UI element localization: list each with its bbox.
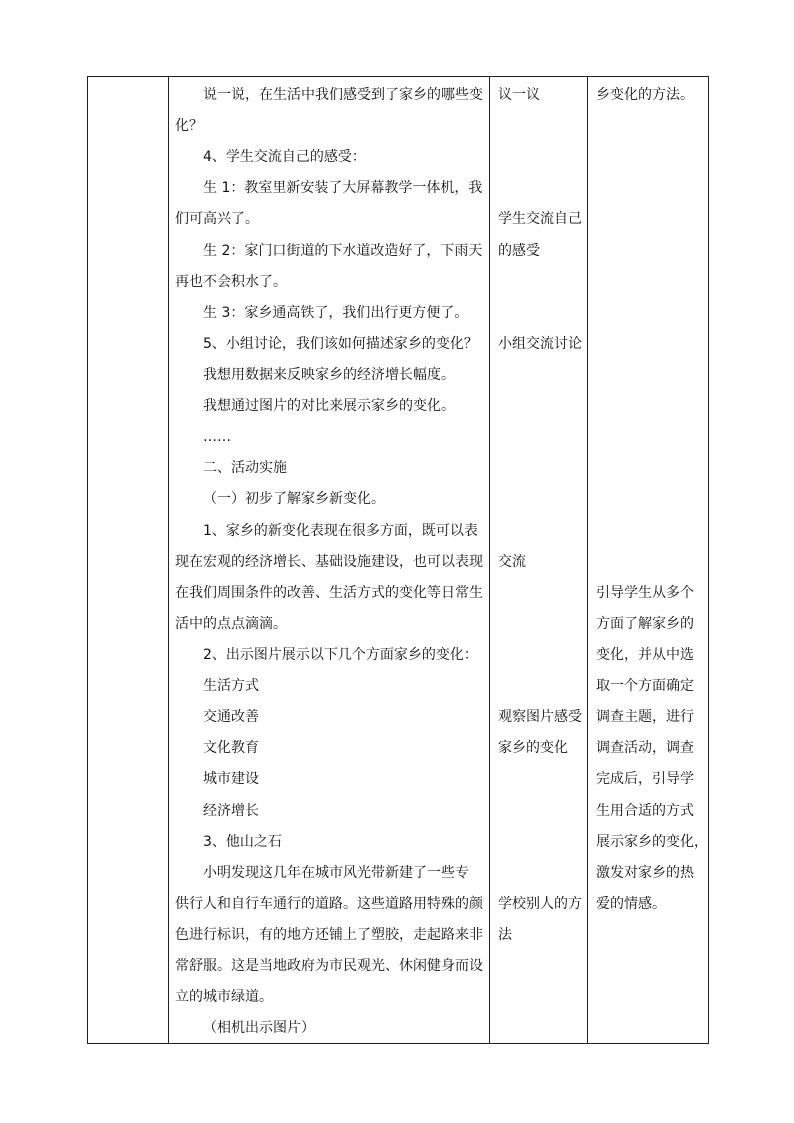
activity-line: 交流 [498,554,526,570]
stage-cell [88,77,169,1044]
content-line: 我想通过图片的对比来展示家乡的变化。 [203,398,455,414]
intent-line: 展示家乡的变化， [596,834,708,850]
content-line: 5、小组讨论，我们该如何描述家乡的变化？ [203,336,478,352]
content-line: 色进行标识，有的地方还铺上了塑胶，走起路来非 [175,927,483,943]
content-line: 我想用数据来反映家乡的经济增长幅度。 [203,367,455,383]
content-line: 们可高兴了。 [175,211,259,227]
table-row [88,77,709,1044]
content-line: （相机出示图片） [203,1020,315,1036]
content-line: 城市建设 [203,771,259,787]
content-line: …… [203,429,231,445]
intent-line: 变化，并从中选 [596,647,694,663]
intent-line: 爱的情感。 [596,896,666,912]
intent-line: 调查主题，进行 [596,709,694,725]
content-line: 生 2：家门口街道的下水道改造好了，下雨天 [203,243,483,259]
intent-line: 完成后，引导学 [596,771,694,787]
content-line: 交通改善 [203,709,259,725]
intent-line: 取一个方面确定 [596,678,694,694]
content-line: 说一说，在生活中我们感受到了家乡的哪些变 [203,87,483,103]
teaching-content-cell [169,77,490,1044]
activity-line: 小组交流讨论 [498,336,582,352]
activity-line: 的感受 [498,243,540,259]
activity-line: 学生交流自己 [498,211,582,227]
intent-line: 乡变化的方法。 [596,87,694,103]
content-line: 立的城市绿道。 [175,989,273,1005]
intent-line: 生用合适的方式 [596,803,694,819]
content-line: 2、出示图片展示以下几个方面家乡的变化： [203,647,478,663]
content-line: 现在宏观的经济增长、基础设施建设，也可以表现 [175,554,483,570]
content-line: 再也不会积水了。 [175,274,287,290]
content-line: 供行人和自行车通行的道路。这些道路用特殊的颜 [175,896,483,912]
intent-line: 调查活动，调查 [596,740,694,756]
content-line: 小明发现这几年在城市风光带新建了一些专 [203,865,469,881]
intent-line: 方面了解家乡的 [596,616,694,632]
content-line: 生 3：家乡通高铁了，我们出行更方便了。 [203,305,469,321]
lesson-plan-table [87,76,709,1044]
content-line: 3、他山之石 [203,834,282,850]
content-line: 1、家乡的新变化表现在很多方面，既可以表 [203,523,478,539]
content-line: 二、活动实施 [203,460,287,476]
intent-line: 激发对家乡的热 [596,865,694,881]
content-line: 生 1：教室里新安装了大屏幕教学一体机，我 [203,180,483,196]
activity-line: 议一议 [498,87,540,103]
content-line: 文化教育 [203,740,259,756]
design-intent-cell [588,77,709,1044]
content-line: 在我们周围条件的改善、生活方式的变化等日常生 [175,585,483,601]
content-line: 经济增长 [203,803,259,819]
student-activity-cell [490,77,588,1044]
content-line: 化？ [175,118,203,134]
content-line: 常舒服。这是当地政府为市民观光、休闲健身而设 [175,958,483,974]
activity-line: 学校别人的方 [498,896,582,912]
activity-line: 法 [498,927,512,943]
content-line: 活中的点点滴滴。 [175,616,287,632]
activity-line: 家乡的变化 [498,740,568,756]
activity-line: 观察图片感受 [498,709,582,725]
content-line: 生活方式 [203,678,259,694]
intent-line: 引导学生从多个 [596,585,694,601]
content-line: 4、学生交流自己的感受： [203,149,366,165]
content-line: （一）初步了解家乡新变化。 [203,491,385,507]
